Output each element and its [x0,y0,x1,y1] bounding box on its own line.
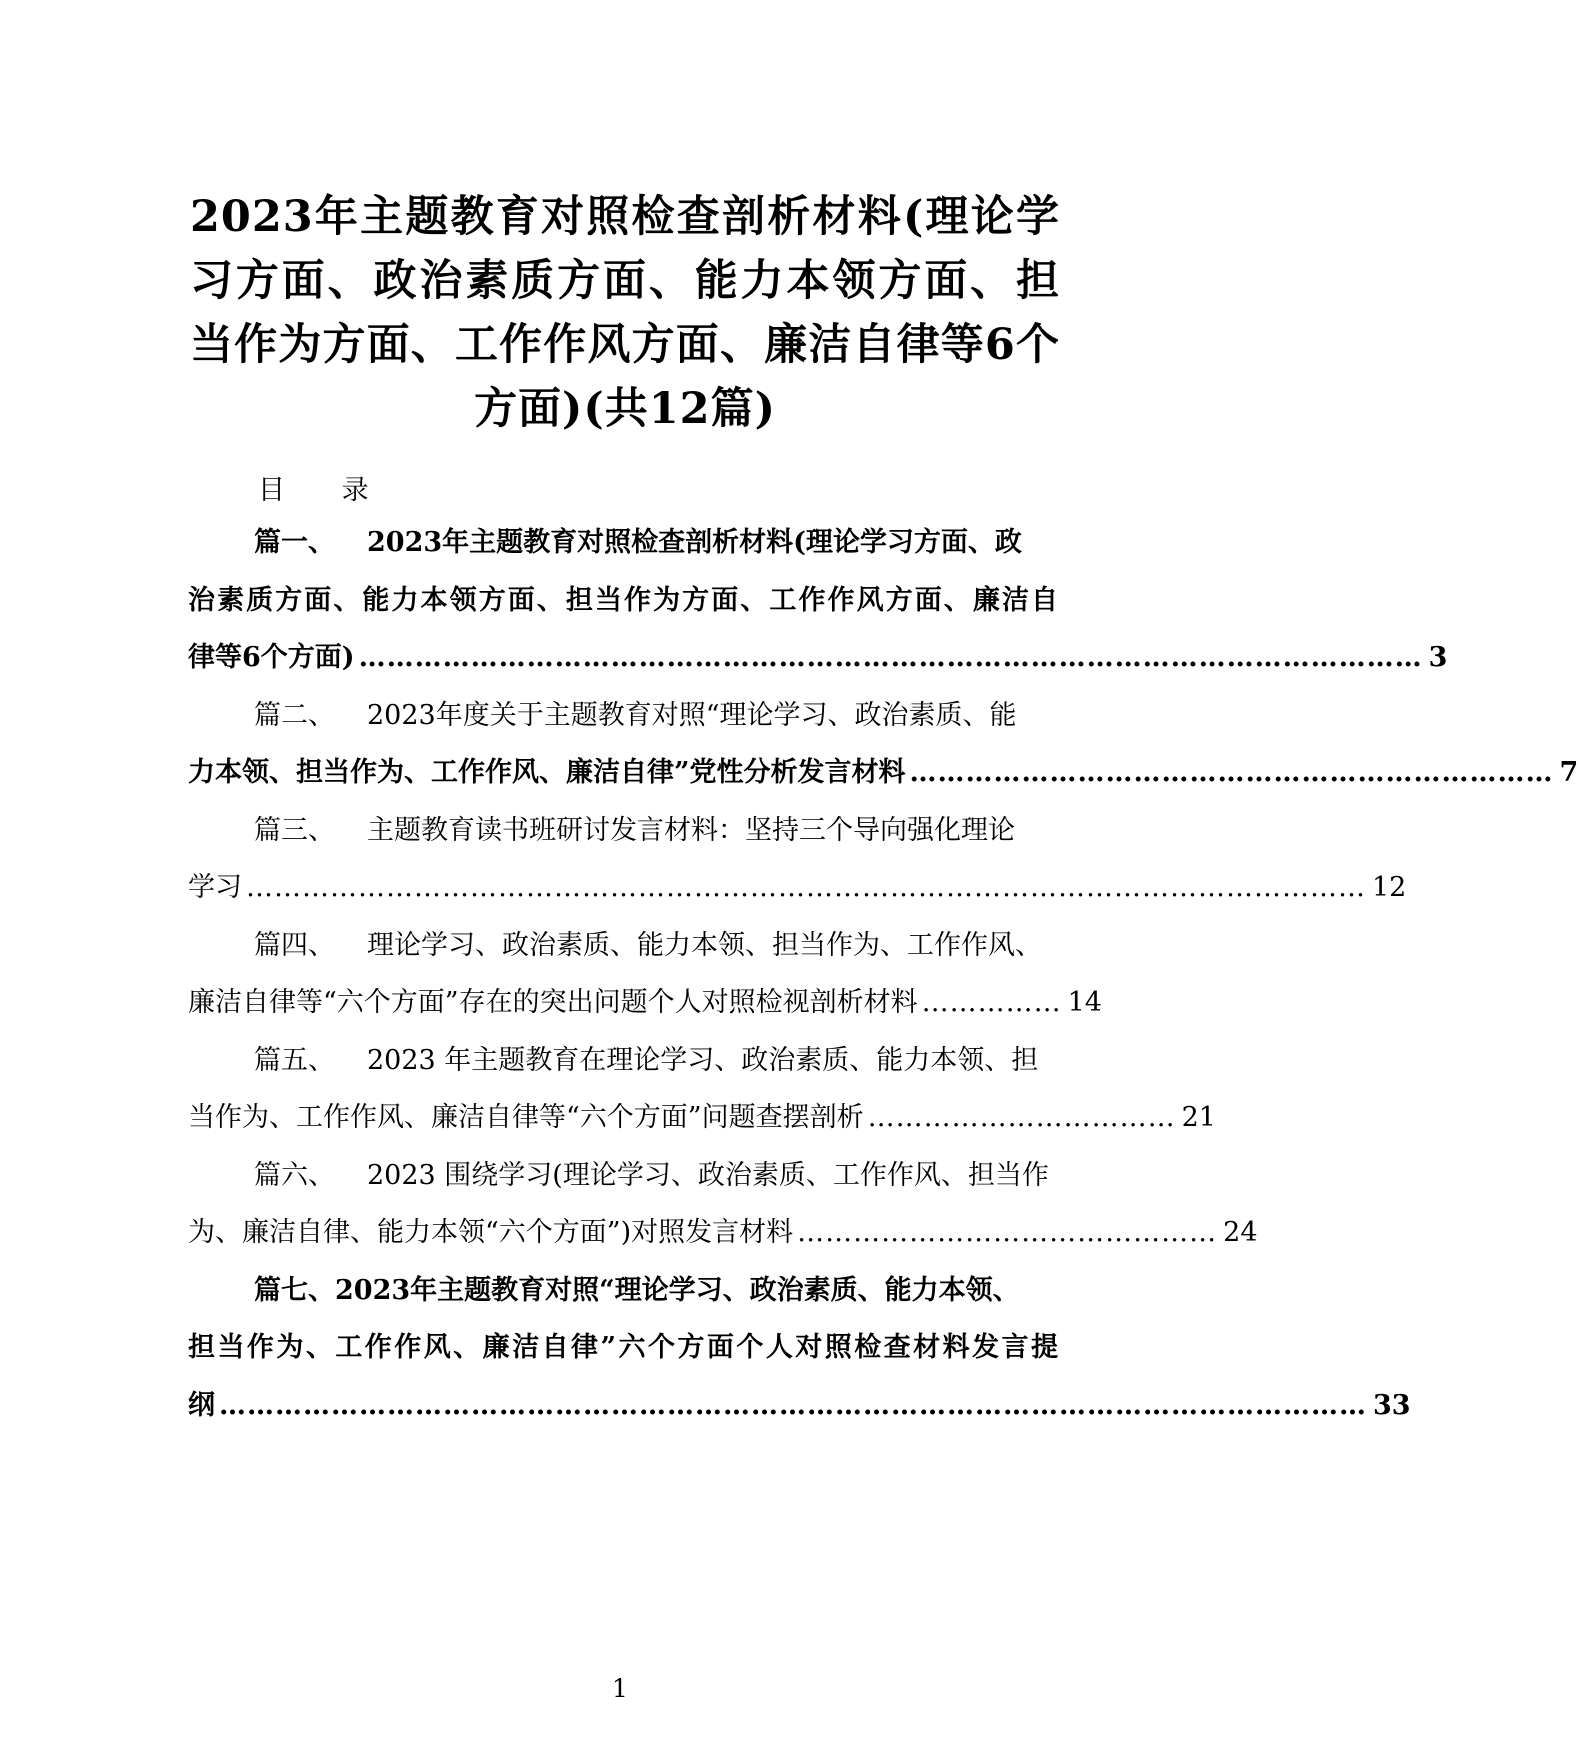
page-number: 1 [612,1674,628,1703]
toc-entry-line [188,1262,1058,1320]
toc-entry-label: 篇二、 [254,699,335,731]
toc-entry-line [188,859,1407,917]
toc-entry-label: 篇三、 [254,814,335,846]
toc-entry-line [188,1204,1258,1262]
toc-entry-2[interactable] [188,687,1578,802]
toc-dot-leader: …………………………………………………………… [909,757,1554,788]
toc-entry-line [188,687,1058,745]
toc-entry-text: 学习 [188,872,242,903]
toc-dot-leader: ………………………………………………………………………………………………………… [246,872,1366,903]
toc-entry-text: 当作为、工作作风、廉洁自律等“六个方面”问题查摆剖析 [188,1102,864,1133]
toc-entry-5[interactable] [188,1032,1216,1147]
toc-page-number: 21 [1181,1102,1216,1133]
toc-page-number: 12 [1372,872,1407,903]
toc-entry-text: 2023年度关于主题教育对照“理论学习、政治素质、能 [367,699,1017,731]
toc-entry-line [188,744,1578,802]
toc-entry-line [188,917,1058,975]
toc-entry-label: 篇四、 [254,929,335,961]
toc-entry-line [188,1032,1058,1090]
toc-heading: 目 录 [258,475,393,506]
toc-page-number: 7 [1559,757,1578,788]
toc-entry-text: 律等6个方面) [188,642,355,673]
toc-dot-leader: …………… [921,987,1062,1018]
toc-entry-text: 2023年主题教育对照检查剖析材料(理论学习方面、政 [367,527,1022,558]
toc-page-number: 33 [1373,1389,1411,1421]
toc-page-number: 24 [1223,1217,1258,1248]
toc-entry-label: 篇一、 [254,527,335,558]
toc-entry-text: 廉洁自律等“六个方面”存在的突出问题个人对照检视剖析材料 [188,987,918,1018]
toc-entry-1[interactable] [188,514,1448,687]
toc-dot-leader: ……………………………………… [797,1217,1218,1248]
toc-entry-text: 2023 围绕学习(理论学习、政治素质、工作作风、担当作 [367,1159,1049,1191]
toc-dot-leader: …………………………………………………………………………………………………………… [219,1389,1367,1421]
toc-page-number: 14 [1067,987,1102,1018]
toc-entry-text: 主题教育读书班研讨发言材料：坚持三个导向强化理论 [367,814,1015,846]
toc-page-number: 3 [1428,642,1448,673]
document-title: 2023年主题教育对照检查剖析材料(理论学习方面、政治素质方面、能力本领方面、担当作为方面、工作作风方面、廉洁自律等6个方面)(共12篇) [190,192,1060,434]
toc-dot-leader: …………………………………………………………………………………………………… [358,642,1423,673]
toc-entry-label: 篇五、 [254,1044,335,1076]
toc-entry-label: 篇六、 [254,1159,335,1191]
toc-entry-4[interactable] [188,917,1102,1032]
toc-entry-text: 2023 年主题教育在理论学习、政治素质、能力本领、担 [367,1044,1039,1076]
toc-dot-leader: …………………………… [867,1102,1176,1133]
toc-entry-text: 纲 [188,1389,215,1421]
toc-entry-text: 力本领、担当作为、工作作风、廉洁自律”党性分析发言材料 [188,757,906,788]
toc-entry-text: 理论学习、政治素质、能力本领、担当作为、工作作风、 [367,929,1042,961]
toc-entry-line [188,629,1448,687]
toc-entry-label: 篇七、 [254,1274,335,1306]
toc-entry-line [188,974,1102,1032]
toc-entry-line [188,514,1058,572]
toc-entry-line: 担当作为、工作作风、廉洁自律”六个方面个人对照检查材料发言提 [188,1332,1058,1363]
toc-entry-3[interactable] [188,802,1407,917]
toc-entry-text: 2023年主题教育对照“理论学习、政治素质、能力本领、 [335,1274,1020,1306]
toc-entry-line [188,802,1058,860]
toc-entry-6[interactable] [188,1147,1258,1262]
toc-entry-line [188,1089,1216,1147]
toc-entry-line [188,1147,1058,1205]
table-of-contents [188,514,1578,1434]
toc-entry-text: 为、廉洁自律、能力本领“六个方面”)对照发言材料 [188,1217,794,1248]
toc-entry-line [188,1377,1411,1435]
toc-entry-line: 治素质方面、能力本领方面、担当作为方面、工作作风方面、廉洁自 [188,584,1058,616]
toc-entry-7[interactable] [188,1262,1411,1435]
